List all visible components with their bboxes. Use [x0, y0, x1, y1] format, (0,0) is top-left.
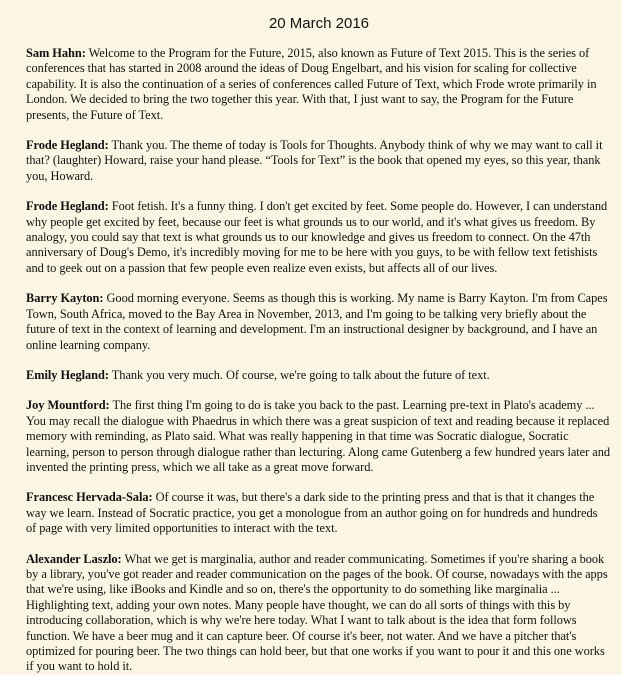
paragraph-text: Of course it was, but there's a dark side to the printing press and that is that it changes the way we learn. Instead of Socratic practice, you get a monologue from an author going on for hundreds and hundreds of page with very limited opportunities to interact with the text.	[26, 490, 598, 536]
paragraph-text: The first thing I'm going to do is take you back to the past. Learning pre-text in Plato's academy ... You may recall the dialogue with Phaedrus in which there was a great suspicion of text and reading because it replaced memory with reminding, as Plato said. What was really happening in that time was Socratic dialogue, Socratic learning, person to person through dialogue rather than lecturing. Along came Gutenberg a few hundred years later and invented the printing press, which we all take as a great move forward.	[26, 398, 611, 474]
transcript-paragraph	[26, 46, 610, 123]
transcript-paragraph	[26, 368, 610, 383]
speaker-name: Barry Kayton:	[26, 291, 104, 306]
transcript-paragraph	[26, 291, 610, 353]
transcript-paragraph	[26, 552, 610, 675]
speaker-name: Emily Hegland:	[26, 367, 109, 382]
document-date: 20 March 2016	[268, 15, 370, 32]
paragraph-text: Foot fetish. It's a funny thing. I don't get excited by feet. Some people do. However, I can understand why people get excited by feet, because our feet is what grounds us to our world, and it's what gives us freedom. By analogy, you could say that text is what grounds us to our knowledge and gives us freedom to connect. On the 47th anniversary of Doug's Demo, it's incredibly moving for me to be here with you guys, to be with fellow text fetishists and to geek out on a passion that few people even realize even exists, but affects all of our lives.	[26, 199, 608, 275]
speaker-name: Sam Hahn:	[26, 46, 86, 60]
speaker-name: Francesc Hervada-Sala:	[26, 490, 153, 505]
transcript-paragraph	[26, 398, 610, 475]
paragraph-text: Thank you. The theme of today is Tools for Thoughts. Anybody think of why we may want to call it that? (laughter) Howard, raise your hand please. “Tools for Text” is the book that opened my eyes, so this year, thank you, Howard.	[26, 138, 603, 183]
transcript-paragraph	[26, 138, 610, 184]
speaker-name: Joy Mountford:	[26, 398, 110, 413]
paragraph-text: Welcome to the Program for the Future, 2015, also known as Future of Text 2015. This is the series of conferences that has started in 2008 around the ideas of Doug Engelbart, and his vision for scaling for collective capability. It is also the continuation of a series of conferences called Future of Text, which Frode wrote primarily in London. We decided to bring the two together this year. With that, I just want to say, the Program for the Future presents, the Future of Text.	[26, 46, 597, 122]
paragraph-text: Thank you very much. Of course, we're going to talk about the future of text.	[108, 367, 490, 382]
paragraph-text: Good morning everyone. Seems as though this is working. My name is Barry Kayton. I'm from Capes Town, South Africa, moved to the Bay Area in November, 2013, and I'm going to be talking very briefly about the future of text in the context of learning and development. I'm an instructional designer by background, and I have an online learning company.	[26, 291, 608, 352]
transcript-paragraph	[26, 199, 610, 276]
speaker-name: Frode Hegland:	[26, 199, 109, 214]
speaker-name: Alexander Laszlo:	[26, 551, 122, 566]
speaker-name: Frode Hegland:	[26, 138, 109, 153]
paragraph-text: What we get is marginalia, author and reader communicating. Sometimes if you're sharing a book by a library, you've got reader and reader communication on the pages of the book. Of course, nowadays with the apps that we're using, like iBooks and Kindle and so on, there's the opportunity to do something like marginalia ... Highlighting text, adding your own notes. Many people have thought, we can do all sorts of things with this by introducing collaboration, which is why we're here today. What I want to talk about is the idea that form follows function. We have a beer mug and it can capture beer. Of course it's beer, not water. And we have a pitcher that's optimized for pouring beer. The two things can hold beer, but that one works if you want to pour it and this one works if you want to hold it.	[26, 551, 608, 674]
transcript-paragraph	[26, 490, 610, 536]
